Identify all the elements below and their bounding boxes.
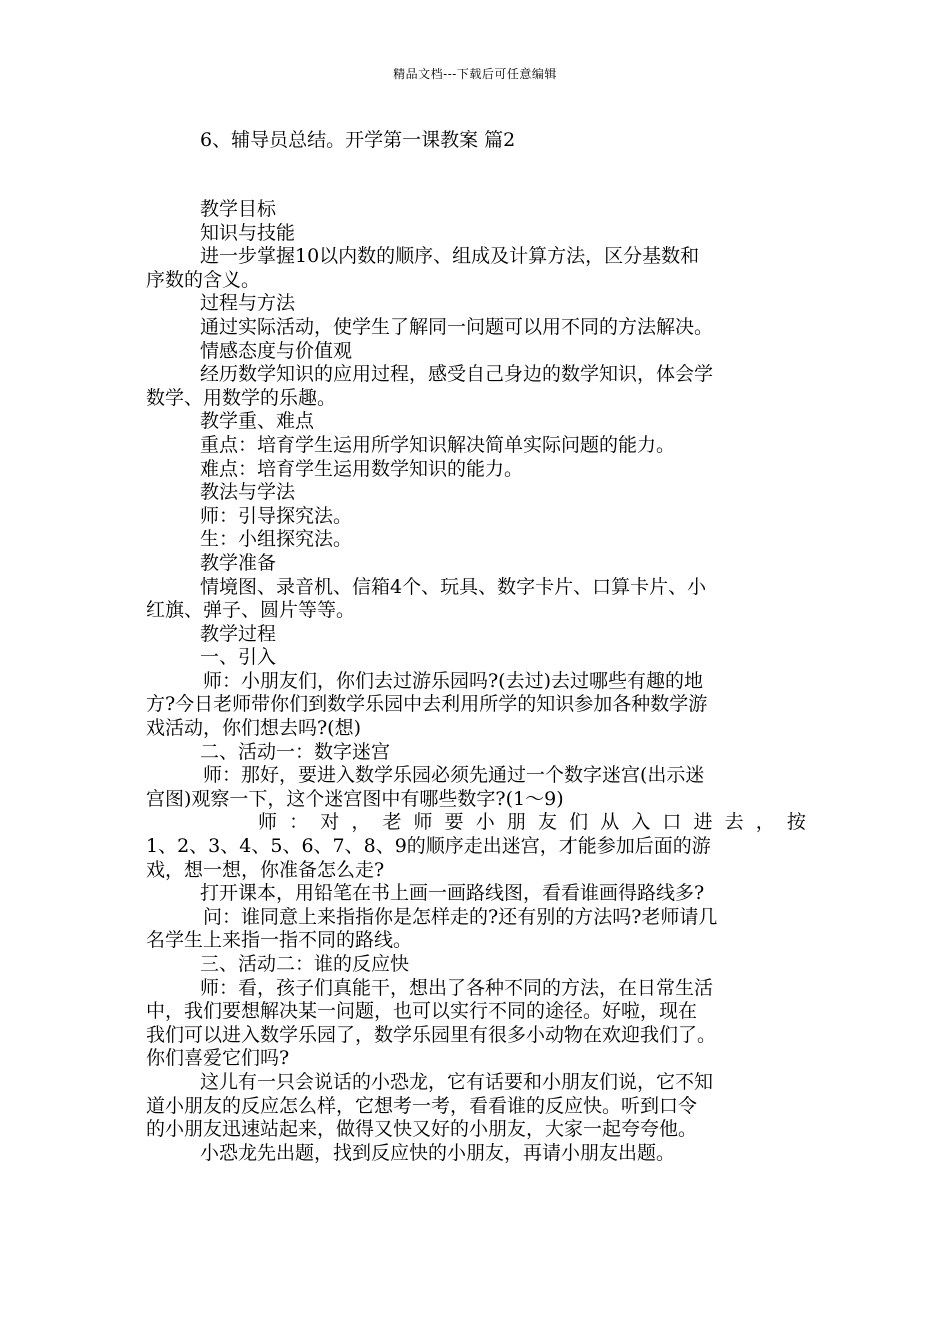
paragraph-line: 情境图、录音机、信箱4个、玩具、数字卡片、口算卡片、小 [200, 575, 707, 598]
justified-char: ， [351, 811, 371, 834]
paragraph-line: 二、活动一：数字迷宫 [200, 740, 391, 763]
paragraph-line: 戏，想一想，你准备怎么走? [146, 858, 385, 881]
justified-char: 们 [569, 811, 589, 834]
justified-line [146, 811, 806, 835]
paragraph-line: 师：引导探究法。 [200, 504, 353, 527]
paragraph-line: 师：那好，要进入数学乐园必须先通过一个数字迷宫(出示迷 [203, 764, 705, 787]
paragraph-line: 经历数学知识的应用过程，感受自己身边的数学知识，体会学 [200, 363, 714, 386]
paragraph-line: 难点：培育学生运用数学知识的能力。 [200, 457, 524, 480]
paragraph-line: 你们喜爱它们吗? [146, 1047, 290, 1070]
justified-char: 口 [662, 811, 682, 834]
justified-char: 进 [693, 811, 713, 834]
document-body [146, 198, 806, 1165]
paragraph-line: 红旗、弹子、圆片等等。 [146, 599, 356, 622]
paragraph-line: 的小朋友迅速站起来，做得又快又好的小朋友，大家一起夸夸他。 [146, 1118, 698, 1141]
justified-char: 入 [631, 811, 651, 834]
paragraph-line: 道小朋友的反应怎么样，它想考一考，看看谁的反应快。听到口令 [146, 1094, 698, 1117]
justified-char: ： [289, 811, 309, 834]
paragraph-line: 小恐龙先出题，找到反应快的小朋友，再请小朋友出题。 [200, 1141, 676, 1164]
justified-char: 去 [724, 811, 744, 834]
paragraph-line: 教学准备 [200, 551, 277, 574]
paragraph-line: 情感态度与价值观 [200, 339, 353, 362]
paragraph-line: 中，我们要想解决某一问题，也可以实行不同的途径。好啦，现在 [146, 1000, 698, 1023]
paragraph-line: 进一步掌握10以内数的顺序、组成及计算方法，区分基数和 [200, 245, 700, 268]
paragraph-line: 生：小组探究法。 [200, 528, 353, 551]
justified-char: 要 [444, 811, 464, 834]
justified-char: 小 [475, 811, 495, 834]
justified-char: 师 [413, 811, 433, 834]
paragraph-line: 教学目标 [200, 198, 277, 220]
justified-char: 对 [320, 811, 340, 834]
paragraph-line: 师：看，孩子们真能干，想出了各种不同的方法，在日常生活 [200, 976, 714, 999]
paragraph-line: 我们可以进入数学乐园了，数学乐园里有很多小动物在欢迎我们了。 [146, 1023, 717, 1046]
paragraph-line: 宫图)观察一下，这个迷宫图中有哪些数字?(1～9) [146, 787, 564, 810]
justified-char: 按 [786, 811, 806, 834]
paragraph-line: 教学重、难点 [200, 410, 315, 433]
justified-char: ， [755, 811, 775, 834]
paragraph-line: 打开课本，用铅笔在书上画一画路线图，看看谁画得路线多? [200, 882, 705, 905]
paragraph-line: 一、引入 [200, 646, 277, 669]
paragraph-line: 通过实际活动，使学生了解同一问题可以用不同的方法解决。 [200, 315, 714, 338]
paragraph-line: 方?今日老师带你们到数学乐园中去利用所学的知识参加各种数学游 [146, 693, 708, 716]
paragraph-line: 数学、用数学的乐趣。 [146, 386, 337, 409]
document-title: 6、辅导员总结。开学第一课教案 篇2 [200, 129, 516, 151]
justified-char: 老 [382, 811, 402, 834]
justified-char: 师 [258, 811, 278, 834]
paragraph-line: 三、活动二：谁的反应快 [200, 953, 410, 975]
paragraph-line: 1、2、3、4、5、6、7、8、9的顺序走出迷宫，才能参加后面的游 [146, 835, 711, 858]
paragraph-line: 师：小朋友们，你们去过游乐园吗?(去过)去过哪些有趣的地 [203, 669, 704, 692]
paragraph-line: 这儿有一只会说话的小恐龙，它有话要和小朋友们说，它不知 [200, 1070, 714, 1093]
justified-char: 友 [537, 811, 557, 834]
justified-char: 朋 [506, 811, 526, 834]
paragraph-line: 戏活动，你们想去吗?(想) [146, 717, 362, 740]
header-note: 精品文档---下载后可任意编辑 [393, 67, 557, 81]
paragraph-line: 知识与技能 [200, 221, 296, 244]
paragraph-line: 过程与方法 [200, 292, 296, 315]
paragraph-line: 重点：培育学生运用所学知识解决简单实际问题的能力。 [200, 433, 676, 456]
paragraph-line: 教法与学法 [200, 481, 296, 504]
justified-char: 从 [600, 811, 620, 834]
paragraph-line: 序数的含义。 [146, 268, 261, 291]
paragraph-line: 名学生上来指一指不同的路线。 [146, 929, 413, 952]
paragraph-line: 教学过程 [200, 622, 277, 645]
paragraph-line: 问：谁同意上来指指你是怎样走的?还有别的方法吗?老师请几 [203, 905, 718, 928]
